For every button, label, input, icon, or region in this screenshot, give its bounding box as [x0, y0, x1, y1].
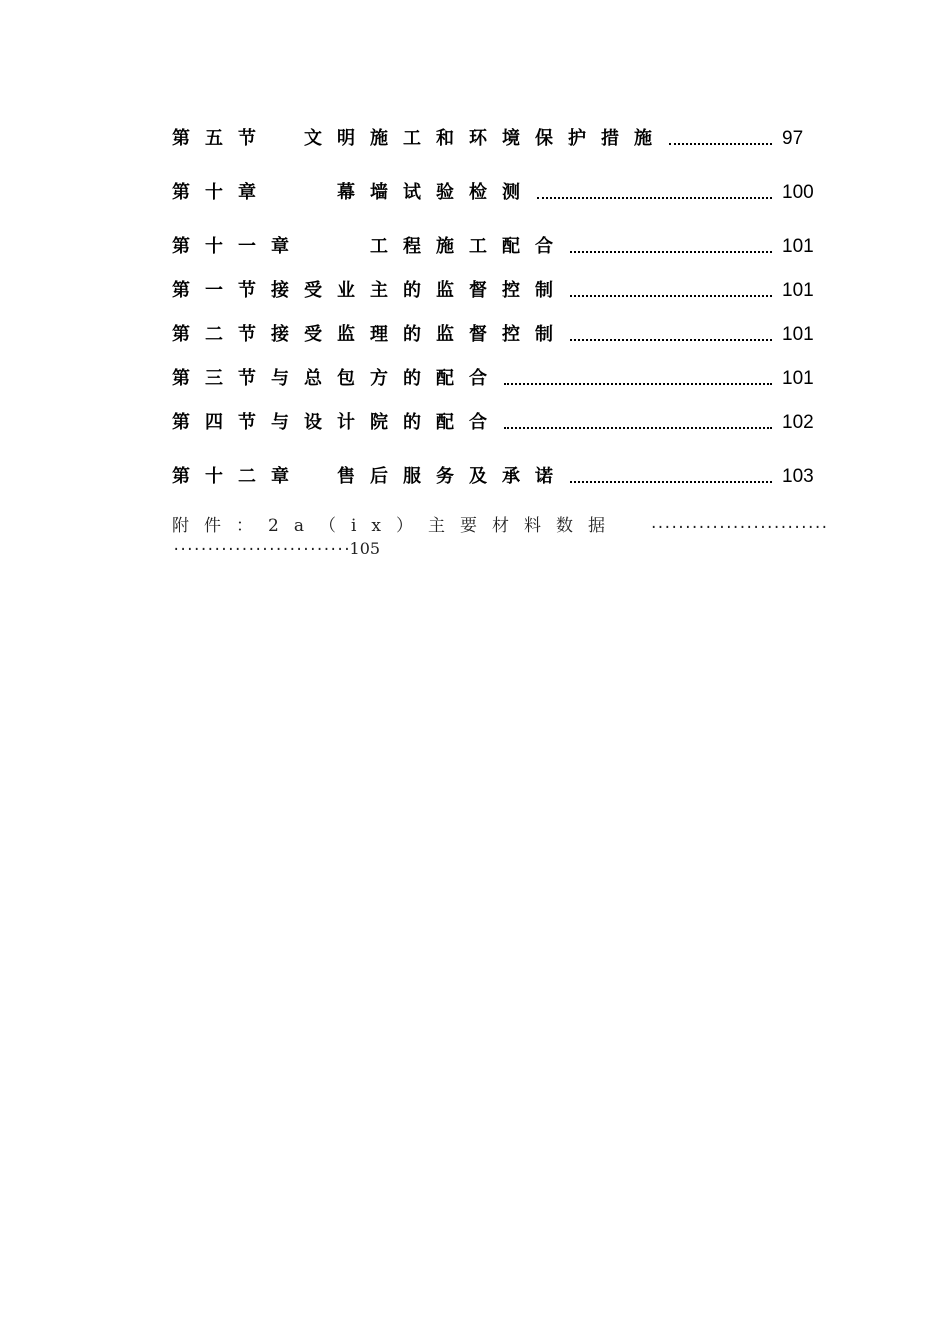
toc-entry-title: 第三节与总包方的配合	[172, 368, 502, 389]
toc-entry-page: 97	[782, 128, 804, 149]
toc-leader-dots	[570, 295, 772, 297]
appendix-title: 附件：2a（ix）主要材料数据	[172, 516, 620, 536]
toc-entry-section-2[interactable]	[172, 320, 824, 346]
toc-entry-page: 103	[782, 466, 814, 487]
toc-leader-dots	[669, 143, 772, 145]
toc-entry-section-3[interactable]	[172, 364, 824, 390]
toc-entry-page: 100	[782, 182, 814, 203]
toc-entry-title: 第十章 幕墙试验检测	[172, 182, 535, 203]
toc-entry-section-1[interactable]	[172, 276, 824, 302]
toc-leader-dots	[504, 427, 772, 429]
toc-entry-page: 101	[782, 280, 814, 301]
toc-leader-dots	[570, 339, 772, 341]
appendix-first-line	[172, 512, 827, 536]
toc-entry-title: 第五节 文明施工和环境保护措施	[172, 128, 667, 149]
appendix-second-line	[172, 536, 827, 558]
toc-leader-dots	[570, 251, 772, 253]
appendix-leader-dots-continued: ··························	[172, 542, 350, 558]
toc-entry-chapter-11[interactable]	[172, 232, 824, 258]
toc-entry-page: 102	[782, 412, 814, 433]
toc-entry-title: 第一节接受业主的监督控制	[172, 280, 568, 301]
toc-entry-section-5[interactable]	[172, 124, 824, 150]
toc-entry-title: 第十一章 工程施工配合	[172, 236, 568, 257]
toc-entry-page: 101	[782, 324, 814, 345]
toc-entry-page: 101	[782, 236, 814, 257]
toc-leader-dots	[504, 383, 772, 385]
toc-entry-chapter-10[interactable]	[172, 178, 824, 204]
toc-entry-chapter-12[interactable]	[172, 462, 824, 488]
toc-leader-dots	[570, 481, 772, 483]
toc-entry-page: 101	[782, 368, 814, 389]
toc-entry-title: 第四节与设计院的配合	[172, 412, 502, 433]
toc-entry-appendix[interactable]	[172, 512, 827, 558]
toc-entry-title: 第二节接受监理的监督控制	[172, 324, 568, 345]
toc-entry-section-4[interactable]	[172, 408, 824, 434]
appendix-page-number: 105	[349, 539, 381, 558]
toc-entry-title: 第十二章 售后服务及承诺	[172, 466, 568, 487]
toc-leader-dots	[537, 197, 772, 199]
appendix-leader-dots: ··························	[649, 520, 827, 536]
